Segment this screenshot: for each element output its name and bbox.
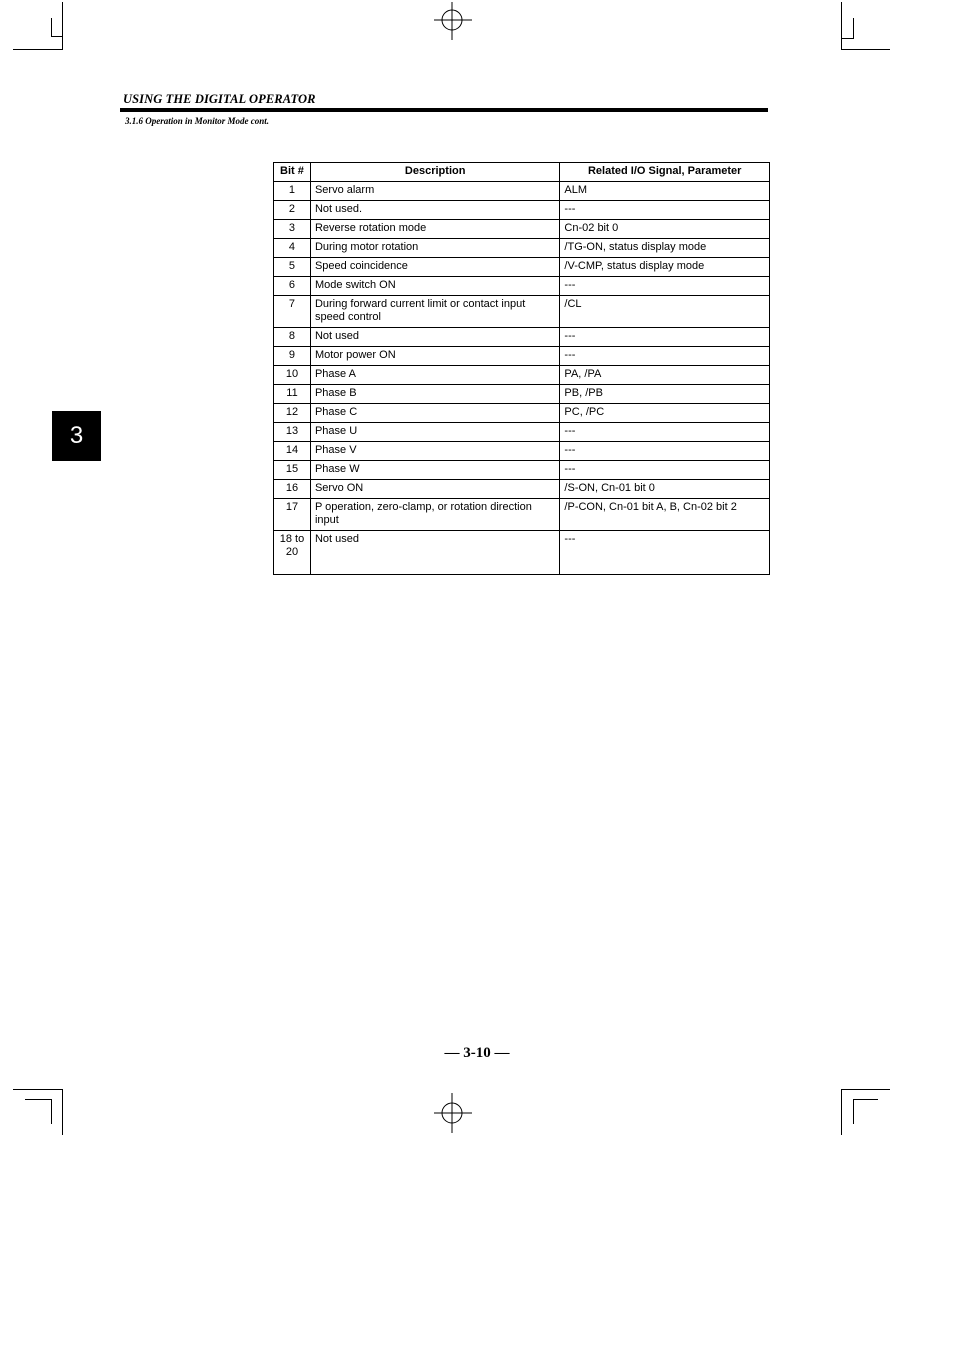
registration-mark-icon <box>432 1093 472 1133</box>
table-row <box>274 531 770 575</box>
crop-mark <box>51 1099 52 1124</box>
bit-cell: 18 to 20 <box>274 531 311 575</box>
bit-cell: 16 <box>274 480 311 499</box>
description-cell: Mode switch ON <box>310 277 559 296</box>
crop-mark <box>841 49 890 50</box>
signal-cell: --- <box>560 328 770 347</box>
description-cell: Servo ON <box>310 480 559 499</box>
signal-cell: /CL <box>560 296 770 328</box>
bit-cell: 7 <box>274 296 311 328</box>
signal-cell: PA, /PA <box>560 366 770 385</box>
description-cell: Phase U <box>310 423 559 442</box>
table-row <box>274 296 770 328</box>
table-row <box>274 220 770 239</box>
bit-cell: 10 <box>274 366 311 385</box>
table-row <box>274 366 770 385</box>
crop-mark <box>13 1089 63 1090</box>
signal-cell: --- <box>560 277 770 296</box>
description-cell: Phase W <box>310 461 559 480</box>
bit-cell: 17 <box>274 499 311 531</box>
signal-cell: ALM <box>560 182 770 201</box>
description-cell: Reverse rotation mode <box>310 220 559 239</box>
signal-cell: PB, /PB <box>560 385 770 404</box>
table-row <box>274 347 770 366</box>
bit-cell: 5 <box>274 258 311 277</box>
running-header-title: USING THE DIGITAL OPERATOR <box>123 92 316 106</box>
table-row <box>274 277 770 296</box>
bit-cell: 8 <box>274 328 311 347</box>
crop-mark <box>62 1089 63 1135</box>
bit-cell: 3 <box>274 220 311 239</box>
page-number: — 3-10 — <box>444 1045 510 1061</box>
signal-cell: /TG-ON, status display mode <box>560 239 770 258</box>
signal-cell: --- <box>560 442 770 461</box>
bit-cell: 14 <box>274 442 311 461</box>
description-cell: Phase B <box>310 385 559 404</box>
table-row <box>274 461 770 480</box>
crop-mark <box>853 18 854 39</box>
table-row <box>274 442 770 461</box>
crop-mark <box>62 2 63 50</box>
crop-mark <box>853 1099 878 1100</box>
description-cell: Phase C <box>310 404 559 423</box>
description-cell: Servo alarm <box>310 182 559 201</box>
table-row <box>274 182 770 201</box>
crop-mark <box>841 1089 842 1135</box>
header-rule <box>120 108 768 112</box>
description-cell: Phase A <box>310 366 559 385</box>
registration-mark-icon <box>432 0 472 40</box>
table-row <box>274 328 770 347</box>
signal-cell: /S-ON, Cn-01 bit 0 <box>560 480 770 499</box>
column-header-description: Description <box>310 163 559 182</box>
description-cell: Not used. <box>310 201 559 220</box>
description-cell: Phase V <box>310 442 559 461</box>
table-row <box>274 258 770 277</box>
crop-mark <box>841 2 842 50</box>
bit-cell: 13 <box>274 423 311 442</box>
crop-mark <box>51 36 62 37</box>
description-cell: Not used <box>310 531 559 575</box>
description-cell: P operation, zero-clamp, or rotation direction input <box>310 499 559 531</box>
bit-cell: 1 <box>274 182 311 201</box>
table-row <box>274 423 770 442</box>
bit-cell: 2 <box>274 201 311 220</box>
bit-cell: 12 <box>274 404 311 423</box>
table-row <box>274 385 770 404</box>
crop-mark <box>13 49 63 50</box>
table-row <box>274 480 770 499</box>
signal-cell: PC, /PC <box>560 404 770 423</box>
signal-cell: --- <box>560 347 770 366</box>
column-header-bit: Bit # <box>274 163 311 182</box>
signal-cell: --- <box>560 423 770 442</box>
section-breadcrumb: 3.1.6 Operation in Monitor Mode cont. <box>125 116 270 126</box>
crop-mark <box>51 18 52 36</box>
bit-cell: 9 <box>274 347 311 366</box>
table-row <box>274 404 770 423</box>
description-cell: Not used <box>310 328 559 347</box>
bit-cell: 6 <box>274 277 311 296</box>
table-row <box>274 201 770 220</box>
description-cell: During forward current limit or contact input speed control <box>310 296 559 328</box>
bit-cell: 11 <box>274 385 311 404</box>
crop-mark <box>841 1089 890 1090</box>
bit-cell: 15 <box>274 461 311 480</box>
description-cell: During motor rotation <box>310 239 559 258</box>
signal-cell: /P-CON, Cn-01 bit A, B, Cn-02 bit 2 <box>560 499 770 531</box>
status-bit-table <box>273 162 770 575</box>
signal-cell: --- <box>560 201 770 220</box>
signal-cell: /V-CMP, status display mode <box>560 258 770 277</box>
crop-mark <box>853 1099 854 1124</box>
crop-mark <box>25 1099 51 1100</box>
signal-cell: Cn-02 bit 0 <box>560 220 770 239</box>
bit-cell: 4 <box>274 239 311 258</box>
chapter-tab: 3 <box>52 411 101 461</box>
signal-cell: --- <box>560 461 770 480</box>
column-header-signal: Related I/O Signal, Parameter <box>560 163 770 182</box>
description-cell: Speed coincidence <box>310 258 559 277</box>
description-cell: Motor power ON <box>310 347 559 366</box>
table-row <box>274 239 770 258</box>
signal-cell: --- <box>560 531 770 575</box>
crop-mark <box>842 38 854 39</box>
table-row <box>274 499 770 531</box>
table-header-row <box>274 163 770 182</box>
